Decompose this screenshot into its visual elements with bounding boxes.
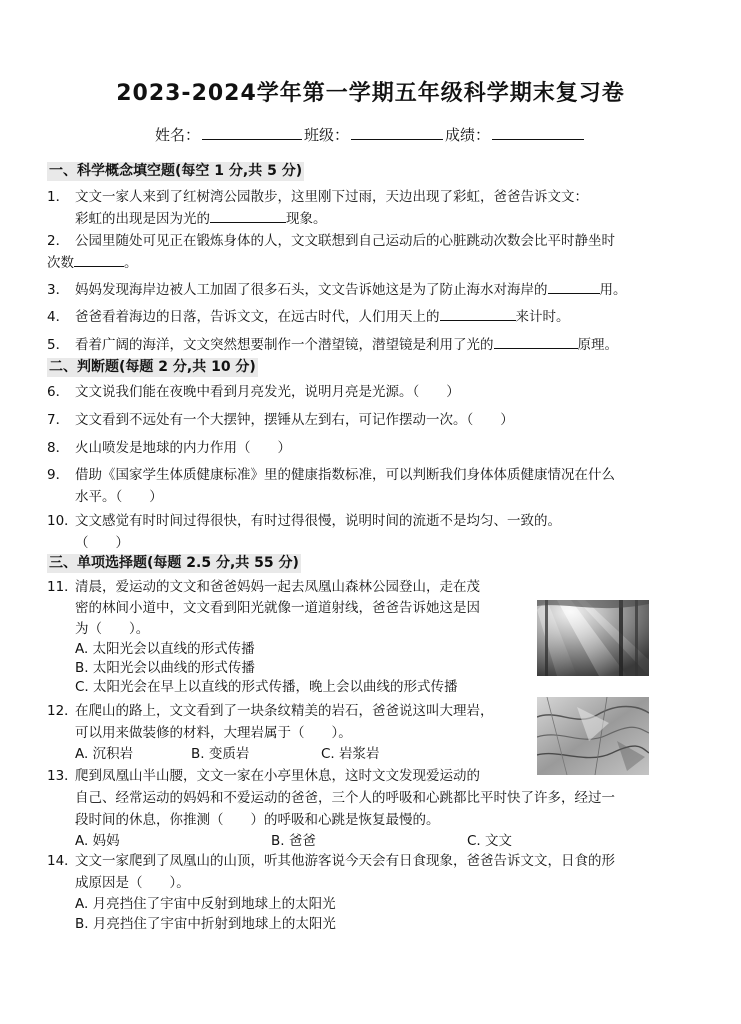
option-b[interactable]: B. 月亮挡住了宇宙中折射到地球上的太阳光 xyxy=(75,916,336,932)
answer-blank[interactable] xyxy=(494,334,578,349)
question-text: 来计时。 xyxy=(515,309,570,325)
question-text: 清晨，爱运动的文文和爸爸妈妈一起去凤凰山森林公园登山，走在茂 xyxy=(75,579,480,595)
option-b[interactable]: B. 太阳光会以曲线的形式传播 xyxy=(75,660,255,676)
question-text: 用。 xyxy=(599,282,627,298)
question-text: 可以用来做装修的材料，大理岩属于（ ）。 xyxy=(75,725,352,741)
question-text: 。 xyxy=(124,255,138,271)
question-text: 次数 xyxy=(47,255,74,271)
question-number: 12． xyxy=(47,703,78,719)
question-10 xyxy=(47,510,675,554)
name-label: 姓名： xyxy=(154,126,200,144)
question-number: 11． xyxy=(47,579,78,595)
question-text: 妈妈发现海岸边被人工加固了很多石头，文文告诉她这是为了防止海水对海岸的 xyxy=(75,282,548,298)
score-blank[interactable] xyxy=(492,125,584,140)
answer-blank[interactable] xyxy=(210,208,286,223)
question-text: 水平。（ ） xyxy=(75,489,163,505)
answer-blank[interactable] xyxy=(74,252,124,267)
question-number: 6． xyxy=(47,384,70,400)
option-a[interactable]: A. 太阳光会以直线的形式传播 xyxy=(75,641,255,657)
page-title: 2023-2024学年第一学期五年级科学期末复习卷 xyxy=(116,81,625,106)
answer-blank[interactable] xyxy=(440,306,516,321)
option-a[interactable]: A. 月亮挡住了宇宙中反射到地球上的太阳光 xyxy=(75,896,336,912)
student-info-row xyxy=(0,124,741,145)
question-number: 13． xyxy=(47,768,78,784)
question-8 xyxy=(47,437,675,459)
option-c[interactable]: C. 太阳光会在早上以直线的形式传播，晚上会以曲线的形式传播 xyxy=(75,679,458,695)
section-heading-multiple-choice: 三、单项选择题(每题 2.5 分,共 55 分) xyxy=(49,555,299,571)
question-9 xyxy=(47,464,675,508)
class-label: 班级： xyxy=(303,126,349,144)
question-number: 8． xyxy=(47,440,70,456)
question-number: 2． xyxy=(47,233,70,249)
question-text: 火山喷发是地球的内力作用（ ） xyxy=(75,440,291,456)
question-text: 文文感觉有时时间过得很快，有时过得很慢，说明时间的流逝不是均匀、一致的。 xyxy=(75,513,561,529)
answer-blank[interactable] xyxy=(548,279,600,294)
question-text: 密的林间小道中，文文看到阳光就像一道道射线，爸爸告诉她这是因 xyxy=(75,600,480,616)
option-b[interactable]: B. 爸爸 xyxy=(271,833,316,849)
question-number: 9． xyxy=(47,467,70,483)
section-heading-fill-blank: 一、科学概念填空题(每空 1 分,共 5 分) xyxy=(49,163,303,179)
question-text: 成原因是（ ）。 xyxy=(75,875,190,891)
question-text: 原理。 xyxy=(577,337,618,353)
question-text: 文文看到不远处有一个大摆钟，摆锤从左到右，可记作摆动一次。（ ） xyxy=(75,412,514,428)
question-number: 10． xyxy=(47,513,78,529)
question-number: 4． xyxy=(47,309,70,325)
question-14 xyxy=(47,850,675,934)
question-text: 在爬山的路上，文文看到了一块条纹精美的岩石，爸爸说这叫大理岩， xyxy=(75,703,494,719)
question-text: 自己、经常运动的妈妈和不爱运动的爸爸，三个人的呼吸和心跳都比平时快了许多，经过一 xyxy=(75,790,615,806)
question-number: 3． xyxy=(47,282,70,298)
forest-sunbeam-photo xyxy=(537,600,649,676)
question-text: （ ） xyxy=(75,535,129,551)
question-number: 14． xyxy=(47,853,78,869)
question-number: 7． xyxy=(47,412,70,428)
question-text: 为（ ）。 xyxy=(75,621,150,637)
question-text: 彩虹的出现是因为光的 xyxy=(75,211,210,227)
question-5 xyxy=(47,334,675,356)
question-text: 爸爸看着海边的日落，告诉文文，在远古时代，人们用天上的 xyxy=(75,309,440,325)
question-1 xyxy=(47,186,675,230)
question-2 xyxy=(47,230,675,274)
question-text: 借助《国家学生体质健康标准》里的健康指数标准，可以判断我们身体体质健康情况在什么 xyxy=(75,467,615,483)
question-13 xyxy=(47,765,675,851)
question-4 xyxy=(47,306,675,328)
name-blank[interactable] xyxy=(202,125,302,140)
question-text: 段时间的休息，你推测（ ）的呼吸和心跳是恢复最慢的。 xyxy=(75,812,440,828)
option-c[interactable]: C. 文文 xyxy=(467,833,513,849)
option-a[interactable]: A. 妈妈 xyxy=(75,833,120,849)
question-text: 爬到凤凰山半山腰，文文一家在小亭里休息，这时文文发现爱运动的 xyxy=(75,768,480,784)
question-text: 文文一家人来到了红树湾公园散步，这里刚下过雨，天边出现了彩虹，爸爸告诉文文： xyxy=(75,189,588,205)
question-number: 1． xyxy=(47,189,70,205)
question-3 xyxy=(47,279,675,301)
question-text: 公园里随处可见正在锻炼身体的人，文文联想到自己运动后的心脏跳动次数会比平时静坐时 xyxy=(75,233,615,249)
question-text: 文文一家爬到了凤凰山的山顶，听其他游客说今天会有日食现象，爸爸告诉文文，日食的形 xyxy=(75,853,615,869)
question-text: 看着广阔的海洋，文文突然想要制作一个潜望镜，潜望镜是利用了光的 xyxy=(75,337,494,353)
question-number: 5． xyxy=(47,337,70,353)
marble-rock-photo xyxy=(537,697,649,775)
question-text: 现象。 xyxy=(286,211,327,227)
question-6 xyxy=(47,381,675,403)
option-c[interactable]: C. 岩浆岩 xyxy=(321,746,380,762)
section-heading-true-false: 二、判断题(每题 2 分,共 10 分) xyxy=(49,359,256,375)
score-label: 成绩： xyxy=(445,126,491,144)
class-blank[interactable] xyxy=(351,125,443,140)
option-b[interactable]: B. 变质岩 xyxy=(191,746,250,762)
question-text: 文文说我们能在夜晚中看到月亮发光，说明月亮是光源。（ ） xyxy=(75,384,460,400)
option-a[interactable]: A. 沉积岩 xyxy=(75,746,134,762)
question-7 xyxy=(47,409,675,431)
